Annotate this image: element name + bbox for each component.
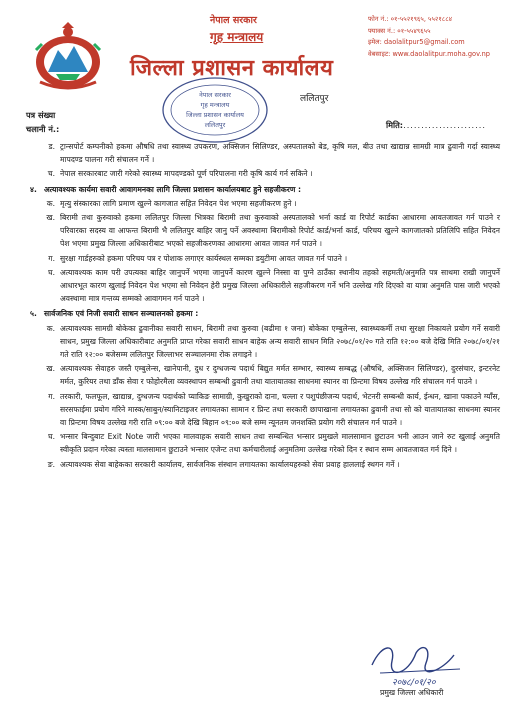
office-stamp <box>160 75 270 145</box>
signatory-title: प्रमुख जिल्ला अधिकारी <box>380 688 444 697</box>
list-item-text: सुरक्षा गार्डहरुको हकमा परिचय पत्र र पोशाक लगाएर कार्यस्थल सम्मका डयुटीमा आवत जावत गर्न पाउने । <box>60 253 348 263</box>
government-line: नेपाल सरकार <box>210 15 257 26</box>
contact-fax: फ्याक्स नं.: ०१-५५४९६५५ <box>368 26 431 35</box>
list-item-marker: घ. <box>48 432 55 442</box>
list-item-marker: ग. <box>48 253 55 263</box>
list-item <box>30 362 500 388</box>
list-item-text: भन्सार बिन्दुबाट Exit Note जारी भएका मालवाहक सवारी साधन तथा सम्बन्धित भन्सार प्रमुखले मालसामान छुटाउन भनी आउन जाने रुट खुलाई अनुमति स्वीकृति प्रदान गरेका त्यस्ता मालसामान छुटाउने भन्सार एजेन्ट तथा कर्मचारीलाई अनुमतिमा उल्लेख गरेको दिन र स्थान सम्म आवतजावत गर्न दिने । <box>60 432 500 455</box>
list-item-text: ट्रान्सपोर्ट कम्पनीको हकमा औषधि तथा स्वास्थ्य उपकरण, अक्सिजन सिलिण्डर, अस्पतालको बेड, कृषि मल, बीउ तथा खाद्यान्न सामग्री मात्र ढुवानी गर्दा स्वास्थ्य मापदण्ड पालना गरी संचालन गर्ने । <box>60 142 500 165</box>
list-item-marker: क. <box>46 198 55 208</box>
list-item-marker: ख. <box>46 364 55 374</box>
nepal-emblem-icon <box>26 22 110 94</box>
list-item-marker: च. <box>47 169 55 179</box>
date-line <box>386 120 486 131</box>
office-title: जिल्ला प्रशासन कार्यालय <box>130 56 334 81</box>
contact-phone: फोन नं.: ०१-५५२१९६५, ५५२१८८४ <box>368 15 453 23</box>
section-5-heading <box>30 307 500 320</box>
date-label: मिति: <box>386 120 404 130</box>
list-item <box>30 458 500 471</box>
stamp-line-1: नेपाल सरकार <box>199 91 231 99</box>
list-item-text: अत्यावश्यक सेवा बाहेकका सरकारी कार्यालय, सार्वजनिक संस्थान लगायतका कार्यालयहरुको सेवा प्रवाह हाललाई स्थगन गर्ने । <box>60 459 400 469</box>
section-4-marker: ४. <box>30 184 37 194</box>
stamp-line-2: गृह मन्त्रालय <box>200 101 230 109</box>
ministry-name: गृह मन्त्रालय <box>210 30 264 44</box>
list-item <box>30 197 500 210</box>
item-list-c <box>30 322 500 471</box>
list-item-text: बिरामी तथा कुरुवाको हकमा ललितपुर जिल्ला भित्रका बिरामी तथा कुरुवाको अस्पतालको भर्ना कार्ड वा रिपोर्ट कार्डका आधारमा आवतजावत गर्न पाउने र परिवारका सदस्य वा आफन्त बिरामी भै ललितपुर बाहिर जानु पर्ने अवस्थामा बिरामीको रिपोर्ट कार्ड/भर्ना कार्ड, परिचय खुल्ने कागजातको प्रतिलिपि सहित निवेदन पेश भएमा प्रमुख जिल्ला अधिकारीबाट भएको सहजीकरणका आधारमा आवत जावत गर्न पाउने । <box>60 213 500 249</box>
contact-website: वेबसाइट: www.daolalitpur.moha.gov.np <box>368 49 490 58</box>
item-list-b <box>30 197 500 306</box>
list-item <box>30 266 500 306</box>
list-item <box>30 430 500 456</box>
list-item-marker: ग. <box>48 391 55 401</box>
list-item <box>30 252 500 265</box>
office-city: ललितपुर <box>300 94 329 104</box>
section-4-title: अत्यावश्यक कार्यमा सवारी आवागमनका लागि जिल्ला प्रशासन कार्यालयबाट हुने सहजीकरण : <box>44 184 302 194</box>
chalani-label: चलानी नं.: <box>26 124 60 134</box>
list-item <box>30 322 500 362</box>
document-body <box>30 140 500 472</box>
stamp-line-4: ललितपुर <box>204 121 226 129</box>
list-item-text: अत्यावश्यक सामग्री बोकेका ढुवानीका सवारी साधन, बिरामी तथा कुरुवा (बढीमा १ जना) बोकेका एम्बुलेन्स, स्वास्थ्यकर्मी तथा सुरक्षा निकायले प्रयोग गर्ने सवारी साधन, प्रमुख जिल्ला अधिकारीबाट अनुमति प्राप्त गरेका सवारी साधन बाहेक अन्य सवारी साधन मिति २०७८/०१/२० गते राति १२:०० बजे देखि मिति २०७८/०१/२१ गते राति १२:०० बजेसम्म ललितपुर जिल्लाभर सञ्चालनमा रोक लगाइने । <box>60 323 500 360</box>
list-item-text: अत्यावश्यक सेवाहरु जस्तै एम्बुलेन्स, खानेपानी, दुध र दुग्धजन्य पदार्थ बिद्युत मर्मत सम्भार, स्वास्थ्य सम्बद्ध (औषधि, अक्सिजन सिलिण्डर), दुरसंचार, इन्टरनेट मर्मत, कुरियर तथा डाँक सेवा र फोहोरमैला व्यवस्थापन सम्बन्धी ढुवानी तथा यातायातका साधनमा स्यानर वा प्रिन्टमा विषय उल्लेख गरि संचालन गर्न पाउने । <box>60 364 500 387</box>
list-item-marker: घ. <box>48 267 55 277</box>
section-5-marker: ५. <box>30 309 37 319</box>
list-item <box>30 140 500 166</box>
patra-sankhya-label: पत्र संख्या <box>26 110 56 120</box>
date-dots: ....................... <box>403 120 486 130</box>
list-item-text: नेपाल सरकारबाट जारी गरेको स्वास्थ्य मापदण्डको पूर्ण परिपालना गरी कृषि कार्य गर्न सकिने । <box>60 169 313 179</box>
list-item-text: तरकारी, फलफूल, खाद्यान्न, दुग्धजन्य पदार्थको प्याकिङ सामाग्री, कुखुराको दाना, चल्ला र पशुपंछीजन्य पदार्थ, भेटनरी सम्बन्धी कार्य, ईन्धन, खाना पकाउने ग्याँस, सरसफाईमा प्रयोग गरिने मास्क/साबुन/स्यानिटाइजर लगायतका सामान र प्रिन्ट तथा सरकारी छापाखाना लगायतका ढुवानी तथा सो को यातायातका साधनमा स्यानर वा प्रिन्टमा विषय उल्लेख गरी राति ०९:०० बजे देखि बिहान ०९:०० बजे सम्म न्यूनतम जनशक्ति प्रयोग गरी संचालन गर्न पाउने । <box>60 391 500 428</box>
list-item-marker: ख. <box>46 213 55 223</box>
list-item <box>30 167 500 180</box>
list-item <box>30 211 500 251</box>
section-4-heading <box>30 183 500 196</box>
list-item <box>30 390 500 430</box>
signature-date: २०७८/०१/२० <box>392 678 436 688</box>
list-item-text: अत्यावश्यक काम परी उपत्यका बाहिर जानुपर्ने भएमा जानुपर्ने कारण खुल्ने निस्सा वा पुग्ने ठाउँका स्थानीय तहको सहमती/अनुमति पत्र साथमा राखी जानुपर्ने आधारभूत कारण खुलाई निवेदन पेश भएमा सो निवेदन हेरी प्रमुख जिल्ला अधिकारीले सहजीकरण गर्ने भनि उल्लेख गरि दिएको वा यात्रा अनुमति पास जारी भएको अवस्थामा मात्र गन्तव्य सम्मको आवागमन गर्न पाउने । <box>60 267 500 304</box>
contact-email: इमेल: daolalitpur5@gmail.com <box>368 38 465 46</box>
contact-block <box>368 14 508 60</box>
section-5-title: सार्वजनिक एवं निजी सवारी साधन सञ्चालनको हकमा : <box>44 309 199 319</box>
list-item-marker: ङ. <box>47 459 55 469</box>
stamp-line-3: जिल्ला प्रशासन कार्यालय <box>186 111 244 119</box>
list-item-marker: ड. <box>48 142 55 151</box>
list-item-marker: क. <box>46 323 55 333</box>
list-item-text: मृत्यु संस्कारका लागि प्रमाण खुल्ने कागजात सहित निवेदन पेश भएमा सहजीकरण हुने । <box>60 198 297 208</box>
item-list-a <box>30 140 500 181</box>
